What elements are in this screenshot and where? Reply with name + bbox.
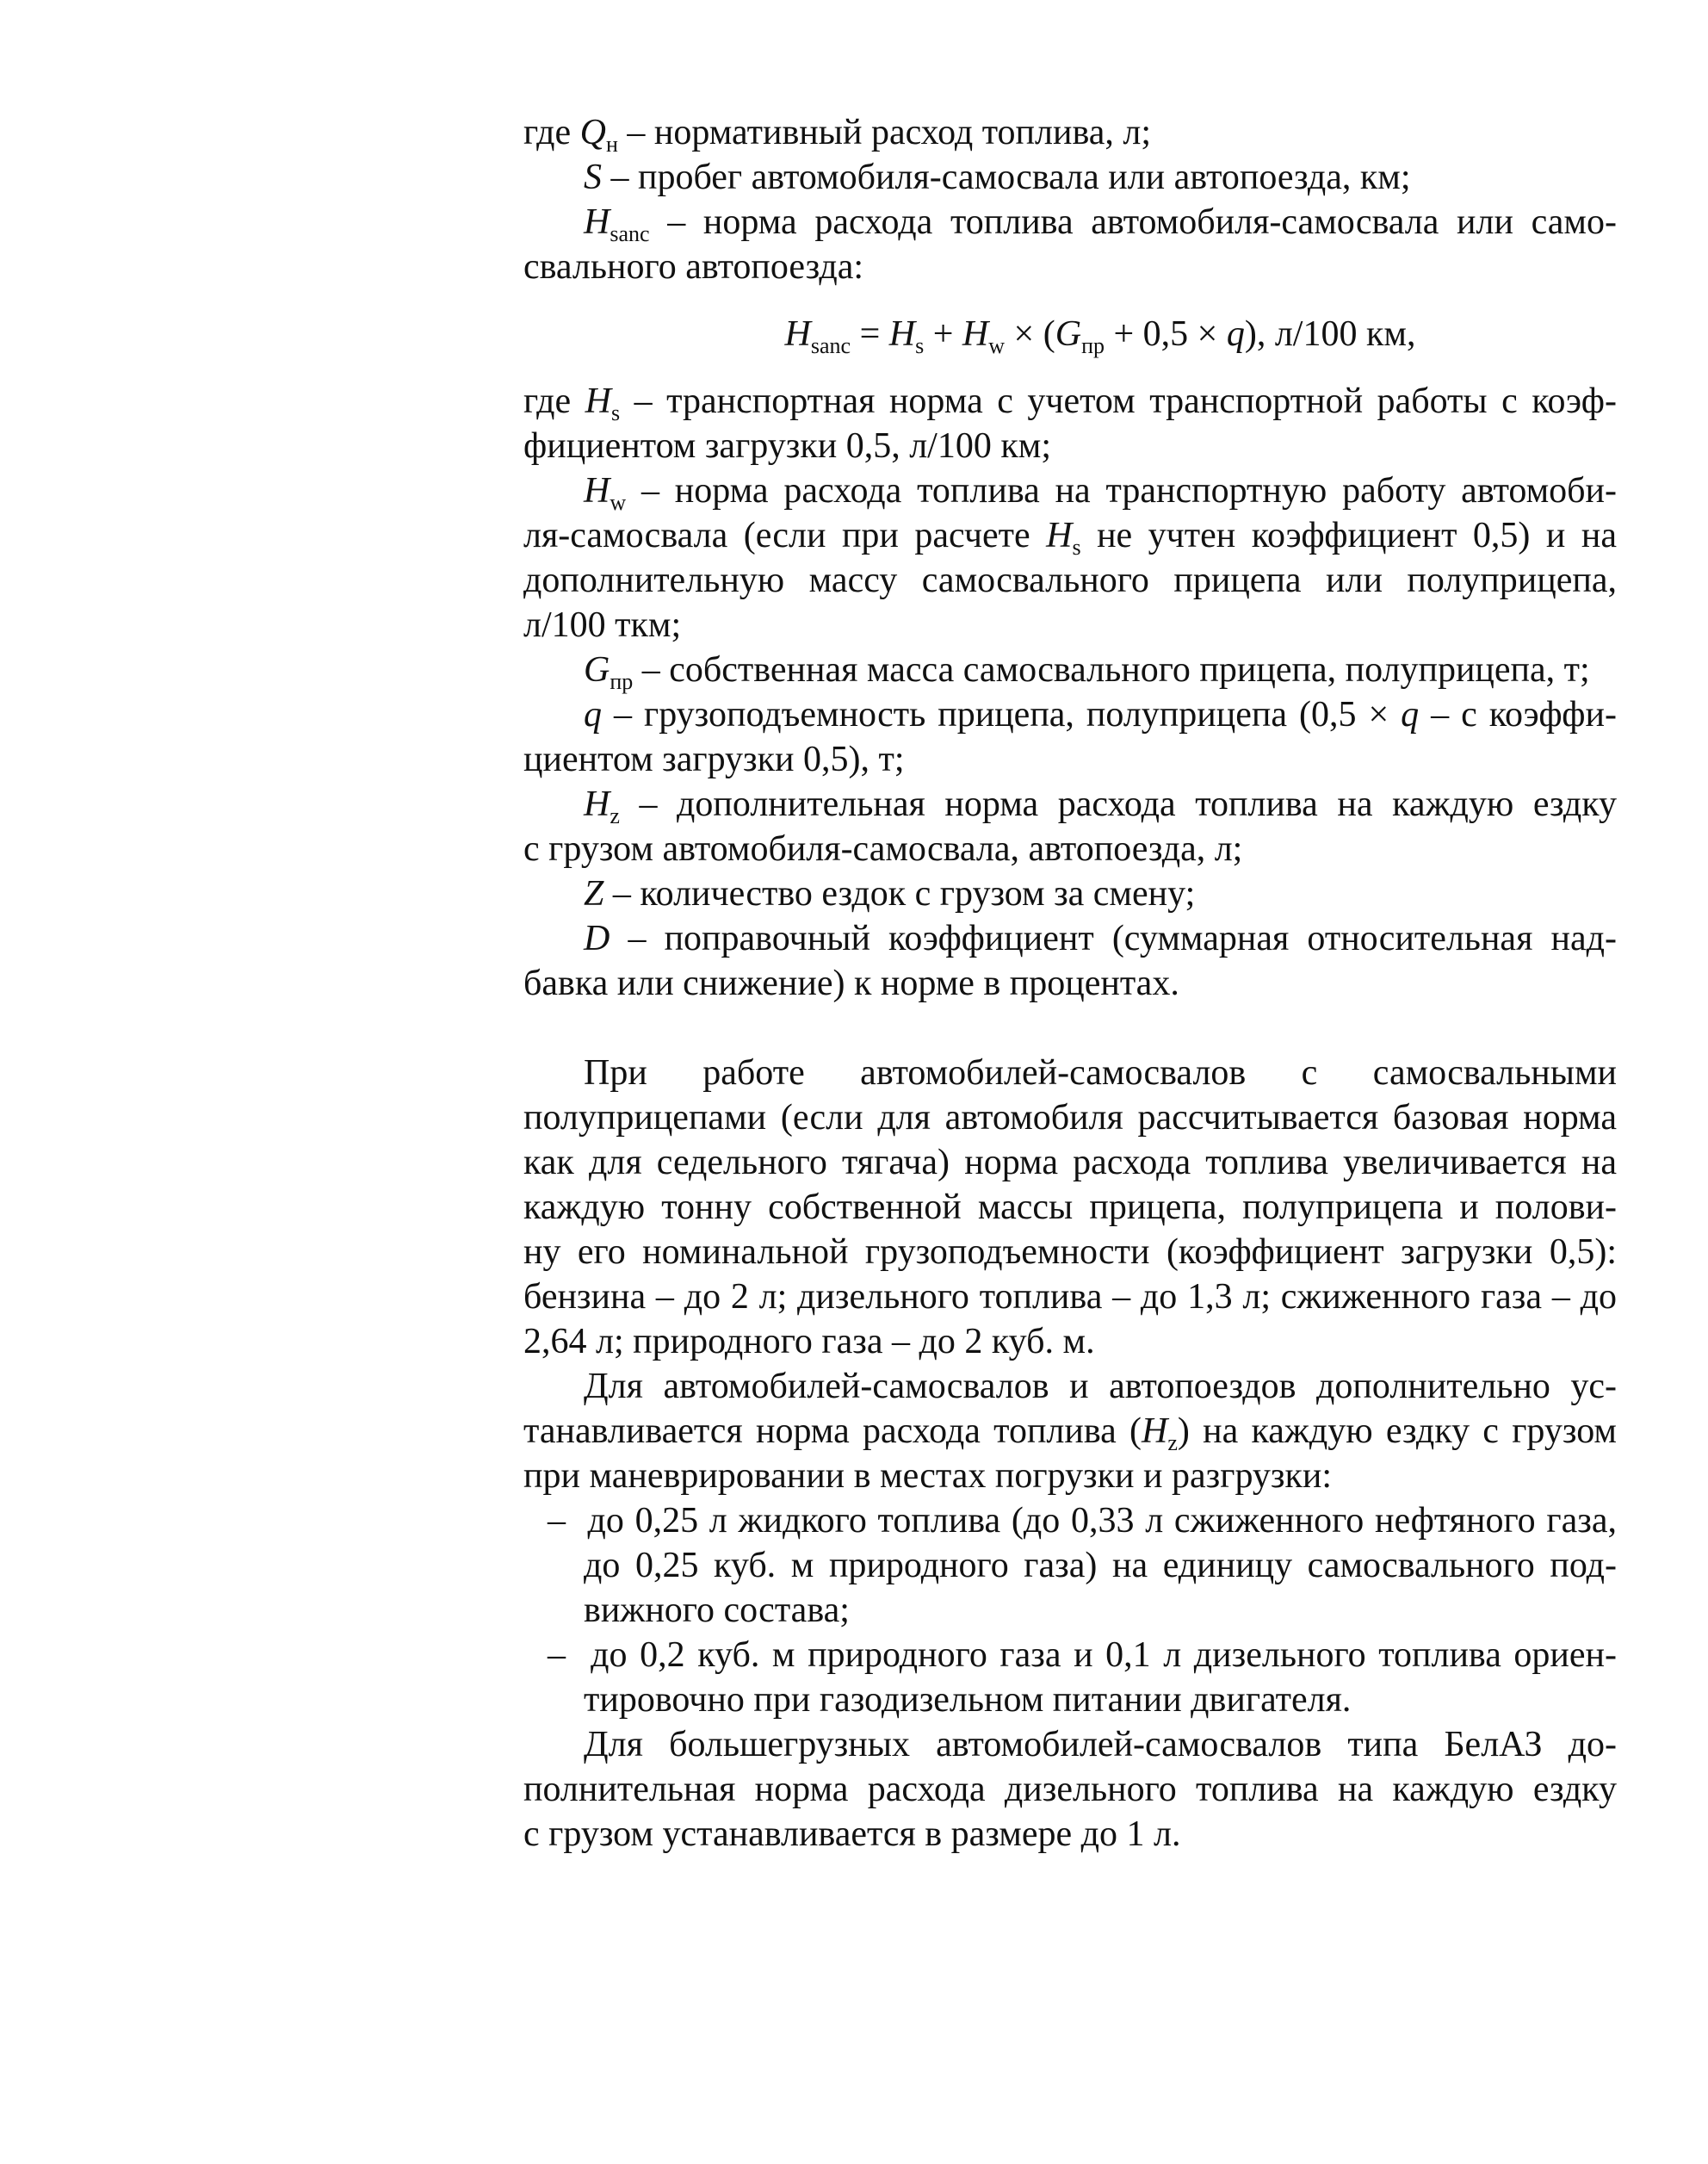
def-hsanc-line1 bbox=[523, 200, 1617, 245]
subscript: н bbox=[606, 132, 618, 157]
def-q-line2: циентом загрузки 0,5), т; bbox=[523, 740, 905, 779]
subscript: sanc bbox=[610, 221, 650, 245]
symbol-d: D bbox=[584, 919, 610, 958]
def-hz-text: – дополнительная норма расхода топлива на каждую ездку bbox=[619, 784, 1617, 824]
paragraph-gap bbox=[523, 1006, 1617, 1051]
para2-text-2b: ) на каждую ездку с грузом bbox=[1177, 1411, 1617, 1451]
symbol-s: S bbox=[584, 158, 602, 197]
def-z bbox=[523, 871, 1617, 916]
def-d-line1 bbox=[523, 916, 1617, 961]
subscript: sanc bbox=[810, 333, 851, 358]
formula-tail: ), л/100 км, bbox=[1244, 314, 1416, 354]
symbol-q: q bbox=[584, 695, 602, 735]
para1-line: как для седельного тягача) норма расхода топлива увеличивается на bbox=[523, 1143, 1617, 1182]
document-page bbox=[523, 110, 1617, 1857]
bullet-item bbox=[523, 1498, 1617, 1543]
bullet-continuation: тировочно при газодизельном питании двигателя. bbox=[584, 1680, 1352, 1720]
def-hw-line4: л/100 ткм; bbox=[523, 605, 682, 645]
bullet-item bbox=[523, 1633, 1617, 1677]
def-hz-line2: с грузом автомобиля-самосвала, автопоезда, л; bbox=[523, 829, 1243, 869]
bullet-text: до 0,2 куб. м природного газа и 0,1 л дизельного топлива ориен- bbox=[591, 1635, 1617, 1675]
def-qn bbox=[523, 110, 1617, 155]
para3-line: с грузом устанавливается в размере до 1 л. bbox=[523, 1814, 1181, 1854]
def-hsanc-line2: свального автопоезда: bbox=[523, 247, 864, 287]
def-g-text: – собственная масса самосвального прицепа, полуприцепа, т; bbox=[633, 650, 1590, 690]
def-hw-line2 bbox=[523, 513, 1617, 558]
symbol-h: H bbox=[584, 784, 610, 824]
symbol-h: H bbox=[584, 202, 610, 242]
bullet-dash: – bbox=[548, 1635, 566, 1675]
subscript: пр bbox=[1081, 333, 1105, 358]
def-hs-line1 bbox=[523, 379, 1617, 424]
para3-line: Для большегрузных автомобилей-самосвалов типа БелАЗ до- bbox=[584, 1725, 1617, 1764]
subscript: s bbox=[611, 400, 621, 424]
symbol-q: Q bbox=[579, 113, 606, 152]
def-qn-prefix: где bbox=[523, 113, 580, 152]
equals-sign: = bbox=[851, 314, 889, 354]
def-hs-line2: фициентом загрузки 0,5, л/100 км; bbox=[523, 426, 1051, 466]
bullet-dash: – bbox=[548, 1501, 566, 1541]
formula-g: G bbox=[1055, 314, 1082, 354]
subscript: z bbox=[1167, 1430, 1178, 1454]
plus-sign: + 0,5 × bbox=[1104, 314, 1227, 354]
symbol-h: H bbox=[584, 471, 610, 511]
def-d-text: – поправочный коэффициент (суммарная относительная над- bbox=[610, 919, 1617, 958]
symbol-q: q bbox=[1401, 695, 1420, 735]
def-d-line2: бавка или снижение) к норме в процентах. bbox=[523, 964, 1179, 1003]
symbol-g: G bbox=[584, 650, 610, 690]
symbol-z: Z bbox=[584, 874, 604, 914]
formula-hw: H bbox=[962, 314, 989, 354]
para2-line: Для автомобилей-самосвалов и автопоездов дополнительно ус- bbox=[584, 1367, 1617, 1406]
def-hw-line3: дополнительную массу самосвального прицепа или полуприцепа, bbox=[523, 561, 1617, 600]
def-hsanc-text: – норма расхода топлива автомобиля-самосвала или само- bbox=[649, 202, 1617, 242]
def-q-text-1a: – грузоподъемность прицепа, полуприцепа (0,5 × bbox=[602, 695, 1402, 735]
para1-line: полуприцепами (если для автомобиля рассчитывается базовая норма bbox=[523, 1098, 1617, 1138]
subscript: пр bbox=[610, 669, 634, 694]
bullet-continuation: вижного состава; bbox=[584, 1590, 850, 1630]
formula-lhs: H bbox=[784, 314, 811, 354]
def-q-text-1b: – с коэффи- bbox=[1419, 695, 1617, 735]
subscript: z bbox=[610, 803, 620, 827]
def-g bbox=[523, 648, 1617, 692]
def-hz-line1 bbox=[523, 782, 1617, 827]
def-hs-prefix: где bbox=[523, 381, 585, 421]
def-q-line1 bbox=[523, 692, 1617, 737]
subscript: w bbox=[610, 490, 627, 513]
para2-line bbox=[523, 1409, 1617, 1454]
bullet-continuation: до 0,25 куб. м природного газа) на единицу самосвального под- bbox=[584, 1546, 1617, 1585]
formula-hs: H bbox=[888, 314, 916, 354]
subscript: s bbox=[915, 333, 925, 358]
para1-line: При работе автомобилей-самосвалов с самосвальными bbox=[584, 1053, 1617, 1093]
def-qn-text: – нормативный расход топлива, л; bbox=[617, 113, 1151, 152]
para2-line: при маневрировании в местах погрузки и разгрузки: bbox=[523, 1456, 1333, 1496]
bullet-text: до 0,25 л жидкого топлива (до 0,33 л сжиженного нефтяного газа, bbox=[587, 1501, 1617, 1541]
para1-line: бензина – до 2 л; дизельного топлива – до 1,3 л; сжиженного газа – до bbox=[523, 1277, 1617, 1317]
def-hw-text: – норма расхода топлива на транспортную работу автомоби- bbox=[626, 471, 1617, 511]
def-s-text: – пробег автомобиля-самосвала или автопоезда, км; bbox=[602, 158, 1411, 197]
para1-line: ну его номинальной грузоподъемности (коэффициент загрузки 0,5): bbox=[523, 1232, 1617, 1272]
para3-line: полнительная норма расхода дизельного топлива на каждую ездку bbox=[523, 1770, 1617, 1809]
formula-q: q bbox=[1226, 314, 1245, 354]
def-hs-text: – транспортная норма с учетом транспортной работы с коэф- bbox=[620, 381, 1617, 421]
formula bbox=[523, 312, 1617, 357]
times-sign: × ( bbox=[1005, 314, 1055, 354]
def-hw-text-2a: ля-самосвала (если при расчете bbox=[523, 516, 1047, 555]
def-hw-line1 bbox=[523, 468, 1617, 513]
subscript: s bbox=[1072, 535, 1081, 558]
def-z-text: – количество ездок с грузом за смену; bbox=[603, 874, 1196, 914]
para2-text-2a: танавливается норма расхода топлива ( bbox=[523, 1411, 1142, 1451]
symbol-h: H bbox=[1046, 516, 1073, 555]
symbol-h: H bbox=[1142, 1411, 1168, 1451]
para1-line: каждую тонну собственной массы прицепа, полуприцепа и полови- bbox=[523, 1187, 1617, 1227]
plus-sign: + bbox=[924, 314, 962, 354]
symbol-h: H bbox=[585, 381, 611, 421]
para1-line: 2,64 л; природного газа – до 2 куб. м. bbox=[523, 1322, 1095, 1361]
subscript: w bbox=[988, 333, 1006, 358]
def-s bbox=[523, 155, 1617, 200]
def-hw-text-2b: не учтен коэффициент 0,5) и на bbox=[1080, 516, 1617, 555]
